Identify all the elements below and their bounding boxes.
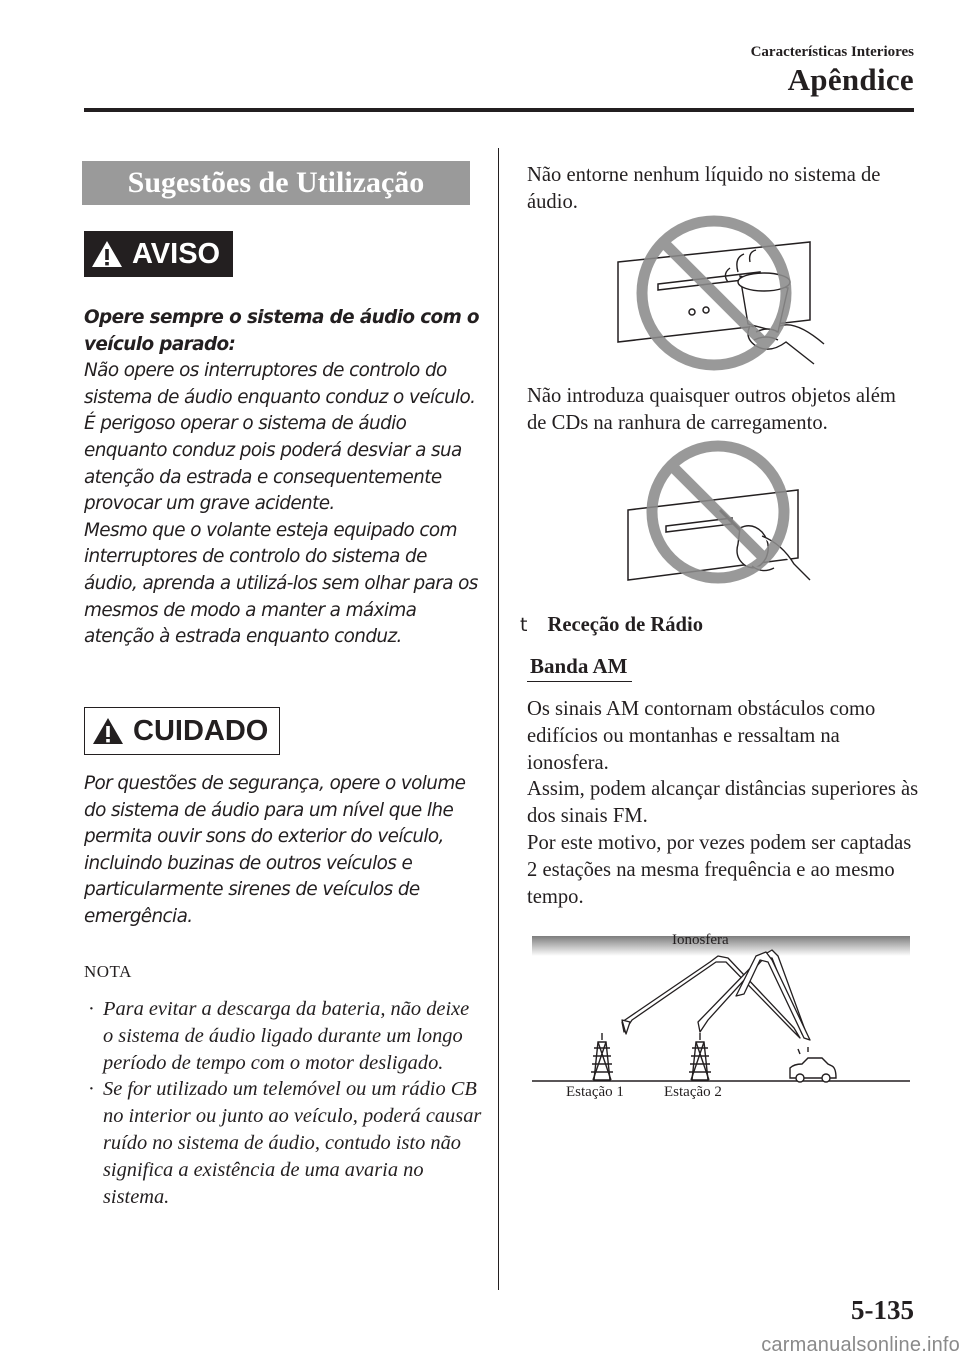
paragraph-am-2: Assim, podem alcançar distâncias superiores às dos sinais FM. — [527, 778, 919, 828]
aviso-lead: Opere sempre o sistema de áudio com o veículo parado: — [84, 307, 479, 355]
cuidado-badge — [84, 707, 280, 755]
paragraph-text: Não introduza quaisquer outros objetos além de CDs na ranhura de carregamento. — [527, 385, 896, 434]
aviso-body-2: Mesmo que o volante esteja equipado com interruptores de controlo do sistema de áudio, aprenda a utilizá-los sem olhar para os mesmos de modo a manter a máxima atenção à estrada enquanto conduz. — [84, 519, 478, 648]
section-title: Sugestões de Utilização — [82, 161, 470, 205]
page-number: 5-135 — [851, 1295, 914, 1325]
warning-triangle-icon — [91, 716, 125, 746]
station-2-label: Estação 2 — [664, 1084, 722, 1100]
running-header-chapter: Apêndice — [787, 62, 914, 97]
watermark: carmanualsonline.info — [761, 1334, 960, 1356]
header-rule — [84, 108, 914, 112]
cuidado-body: Por questões de segurança, opere o volume do sistema de áudio para um nível que lhe permita ouvir sons do exterior do veículo, incluindo buzinas de outros veículos e particularmente sirenes de veículos de emergência. — [84, 773, 466, 927]
nota-item-text: Se for utilizado um telemóvel ou um rádio CB no interior ou junto ao veículo, poderá causar ruído no sistema de áudio, contudo isto não significa a existência de uma avaria no sistema. — [103, 1078, 482, 1208]
warning-triangle-icon — [90, 239, 124, 269]
signal-waves — [622, 950, 810, 1040]
paragraph-no-liquid — [527, 162, 919, 216]
paragraph-am-1: Os sinais AM contornam obstáculos como edifícios ou montanhas e ressaltam na ionosfera. — [527, 698, 876, 774]
nota-list — [84, 996, 484, 1210]
illustration-no-objects — [622, 440, 822, 590]
aviso-label: AVISO — [132, 237, 221, 270]
paragraph-am — [527, 696, 919, 910]
column-divider — [498, 148, 499, 1290]
ionosphere-label: Ionosfera — [672, 932, 729, 948]
car-icon — [790, 1047, 836, 1082]
bullet: · — [88, 998, 95, 1020]
band-title: Banda AM — [527, 654, 632, 682]
nota-item — [84, 1076, 484, 1210]
paragraph-am-3: Por este motivo, por vezes podem ser captadas 2 estações na mesma frequência e ao mesmo tempo. — [527, 831, 912, 908]
subsection-marker-icon: t — [520, 614, 528, 636]
nota-label: NOTA — [84, 962, 132, 981]
illustration-no-liquid — [610, 214, 830, 374]
subsection-title: Receção de Rádio — [547, 614, 704, 636]
running-header-section: Características Interiores — [750, 44, 914, 60]
cuidado-text — [84, 771, 480, 931]
station-1-label: Estação 1 — [566, 1084, 624, 1100]
subsection-heading — [520, 614, 703, 637]
am-propagation-diagram — [532, 930, 912, 1110]
aviso-body-1: Não opere os interruptores de controlo do sistema de áudio enquanto conduz o veículo. É perigoso operar o sistema de áudio enquanto conduz pois poderá desviar a sua atenção da estrada e consequentemente provocar um grave acidente. — [84, 360, 476, 515]
paragraph-no-objects — [527, 383, 919, 437]
radio-tower-icon — [689, 1033, 711, 1080]
paragraph-text: Não entorne nenhum líquido no sistema de áudio. — [527, 164, 881, 213]
nota-item-text: Para evitar a descarga da bateria, não deixe o sistema de áudio ligado durante um longo período de tempo com o motor desligado. — [103, 998, 470, 1074]
aviso-text — [84, 305, 480, 651]
aviso-badge — [84, 231, 233, 277]
radio-tower-icon — [591, 1033, 613, 1080]
bullet: · — [88, 1078, 95, 1101]
cuidado-label: CUIDADO — [133, 714, 269, 747]
nota-item — [84, 996, 484, 1076]
